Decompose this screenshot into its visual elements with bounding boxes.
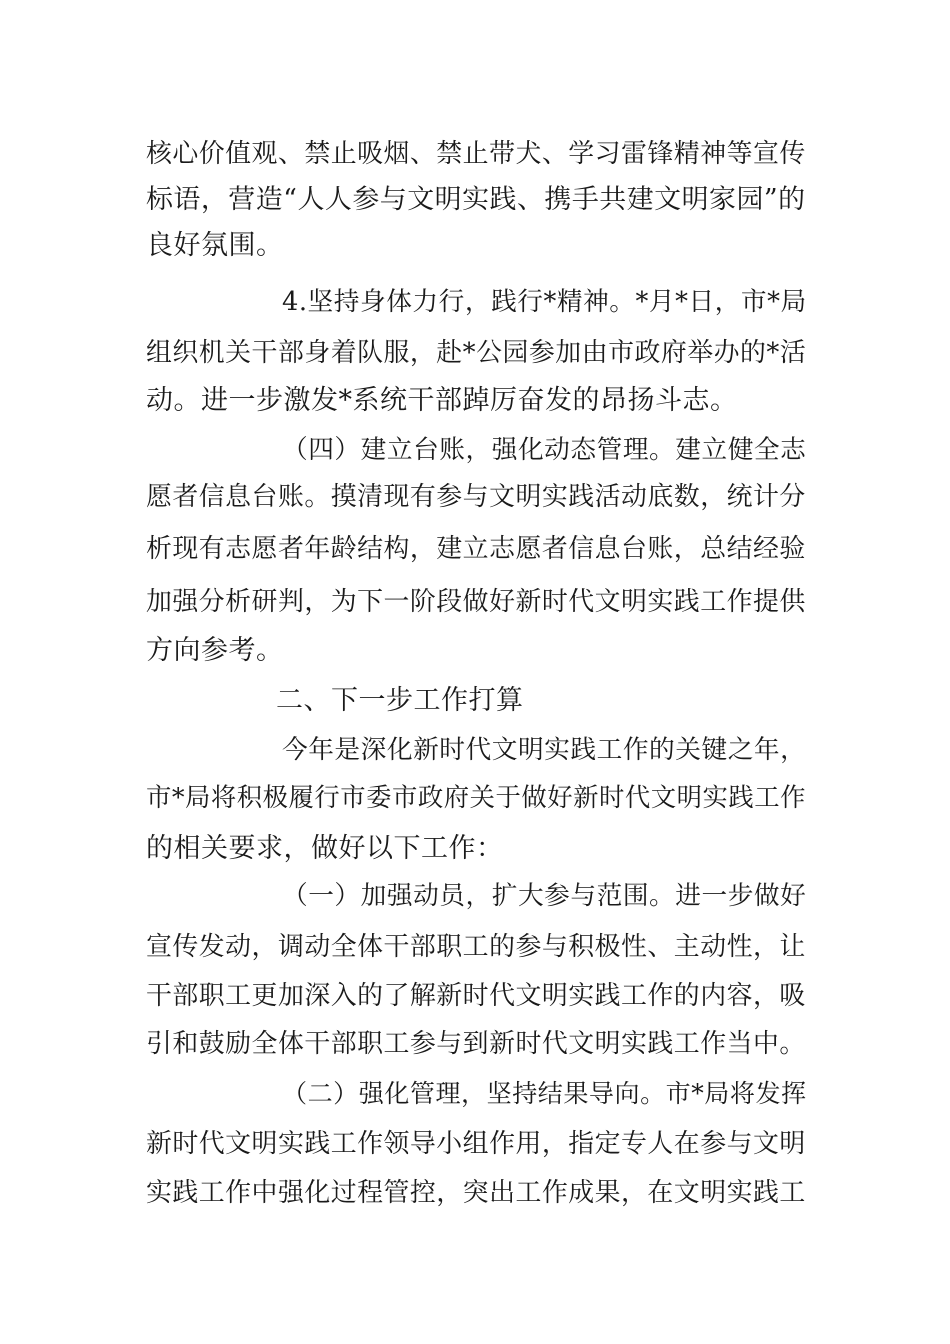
text-line-21: 新时代文明实践工作领导小组作用，指定专人在参与文明 bbox=[146, 1129, 806, 1159]
text-line-13: 今年是深化新时代文明实践工作的关键之年， bbox=[282, 735, 807, 765]
text-line-8: 愿者信息台账。摸清现有参与文明实践活动底数，统计分 bbox=[146, 482, 806, 512]
text-line-19: 引和鼓励全体干部职工参与到新时代文明实践工作当中。 bbox=[146, 1029, 806, 1059]
text-line-17: 宣传发动，调动全体干部职工的参与积极性、主动性，让 bbox=[146, 932, 806, 962]
text-line-14: 市*局将积极履行市委市政府关于做好新时代文明实践工作 bbox=[146, 782, 807, 812]
text-line-16: （一）加强动员，扩大参与范围。进一步做好 bbox=[282, 881, 807, 911]
text-line-11: 方向参考。 bbox=[146, 635, 284, 666]
text-line-22: 实践工作中强化过程管控，突出工作成果，在文明实践工 bbox=[146, 1178, 806, 1208]
section-heading: 二、下一步工作打算 bbox=[276, 685, 524, 716]
text-line-20: （二）强化管理，坚持结果导向。市*局将发挥 bbox=[282, 1079, 807, 1108]
text-line-9: 析现有志愿者年龄结构，建立志愿者信息台账，总结经验 bbox=[146, 534, 806, 564]
text-line-1: 核心价值观、禁止吸烟、禁止带犬、学习雷锋精神等宣传 bbox=[146, 139, 806, 169]
text-line-7: （四）建立台账，强化动态管理。建立健全志 bbox=[282, 435, 807, 465]
text-line-2: 标语，营造“人人参与文明实践、携手共建文明家园”的 bbox=[146, 184, 806, 215]
text-line-3: 良好氛围。 bbox=[146, 230, 284, 261]
text-line-4: 4.坚持身体力行，践行*精神。*月*日，市*局 bbox=[282, 287, 807, 317]
text-line-15: 的相关要求，做好以下工作： bbox=[146, 833, 504, 864]
text-line-6: 动。进一步激发*系统干部踔厉奋发的昂扬斗志。 bbox=[146, 385, 738, 416]
text-line-10: 加强分析研判，为下一阶段做好新时代文明实践工作提供 bbox=[146, 587, 806, 617]
text-line-5: 组织机关干部身着队服，赴*公园参加由市政府举办的*活 bbox=[146, 338, 807, 368]
text-line-18: 干部职工更加深入的了解新时代文明实践工作的内容，吸 bbox=[146, 981, 806, 1011]
